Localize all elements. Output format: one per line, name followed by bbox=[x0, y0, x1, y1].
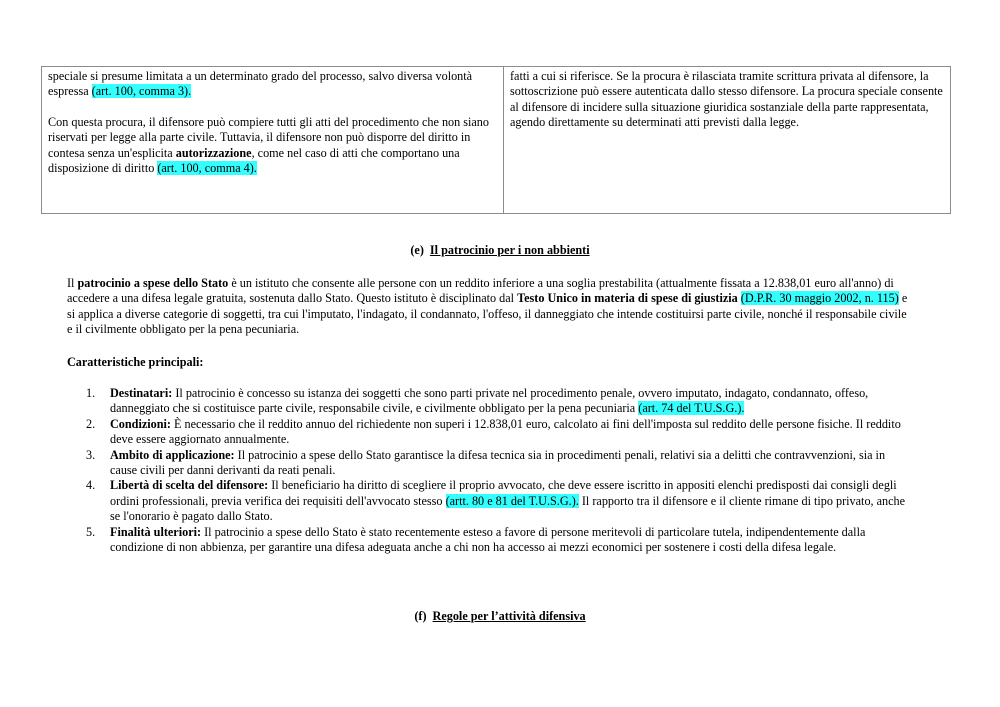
section-e-label: (e) bbox=[410, 243, 424, 257]
table-right-paragraph-1: fatti a cui si riferisce. Se la procura è rilasciata tramite scrittura privata al difensore, la sottoscrizione può essere autenticata dallo stesso difensore. La procura speciale consente al difensore di incidere sulla situazione giuridica sostanziale della parte rappresentata, agendo direttamente su determinati atti previsti dalla legge. bbox=[510, 69, 943, 130]
highlighted-citation: (D.P.R. 30 maggio 2002, n. 115) bbox=[740, 291, 899, 306]
feature-text: Condizioni: È necessario che il reddito annuo del richiedente non superi i 12.838,01 euro, calcolato ai fini dell'imposta sul reddito delle persone fisiche. Il reddito deve essere aggiornato annualmente. bbox=[110, 416, 901, 447]
section-f-heading bbox=[0, 609, 1000, 624]
highlighted-citation: (art. 100, comma 4). bbox=[157, 161, 257, 176]
table-cell-left bbox=[42, 67, 504, 213]
intro-paragraph: Il patrocinio a spese dello Stato è un istituto che consente alle persone con un reddito inferiore a una soglia prestabilita (attualmente fissata a 12.838,01 euro all'anno) di accedere a una difesa legale gratuita, sostenuta dallo Stato. Questo istituto è disciplinato dal Testo Unico in materia di spese di giustizia (D.P.R. 30 maggio 2002, n. 115) e si applica a diverse categorie di soggetti, tra cui l'imputato, l'indagato, il condannato, l'offeso, il danneggiato che intende costituirsi parte civile, nonché il responsabile civile e il civilmente obbligato per la pena pecuniaria. bbox=[67, 276, 908, 337]
feature-text: Destinatari: Il patrocinio è concesso su istanza dei soggetti che sono parti private nel procedimento penale, ovvero imputato, indagato, condannato, offeso, danneggiato che si costituisce parte civile, responsabile civile, e civilmente obbligato per la pena pecuniaria (art. 74 del T.U.S.G.). bbox=[110, 386, 869, 416]
feature-number: 5. bbox=[86, 524, 96, 539]
feature-number: 4. bbox=[86, 478, 96, 493]
table-left-paragraph-2: Con questa procura, il difensore può compiere tutti gli atti del procedimento che non siano riservati per legge alla parte civile. Tuttavia, il difensore non può disporre del diritto in contesa senza un'esplicita autorizzazione, come nel caso di atti che comportano una disposizione di diritto (art. 100, comma 4). bbox=[48, 114, 489, 176]
feature-number: 2. bbox=[86, 416, 96, 431]
section-e-title: Il patrocinio per i non abbienti bbox=[429, 243, 590, 257]
bold-text: Ambito di applicazione: bbox=[110, 447, 235, 462]
feature-item bbox=[86, 525, 910, 556]
features-title: Caratteristiche principali: bbox=[67, 355, 204, 369]
features-list bbox=[86, 386, 910, 555]
section-f-title: Regole per l’attività difensiva bbox=[432, 609, 586, 623]
feature-item bbox=[86, 417, 910, 448]
table-cell-right bbox=[504, 67, 950, 213]
feature-text: Finalità ulteriori: Il patrocinio a spese dello Stato è stato recentemente esteso a favore di persone meritevoli di particolare tutela, indipendentemente dalla condizione di non abbienza, per garantire una difesa adeguata anche a chi non ha accesso ai mezzi economici per sostenere i costi della difesa legale. bbox=[110, 524, 866, 555]
section-e-heading bbox=[0, 243, 1000, 258]
bold-text: autorizzazione bbox=[175, 145, 252, 160]
feature-item bbox=[86, 386, 910, 417]
highlighted-citation: (artt. 80 e 81 del T.U.S.G.). bbox=[445, 493, 579, 508]
feature-item bbox=[86, 478, 910, 524]
bold-text: Condizioni: bbox=[110, 416, 171, 431]
feature-text: Ambito di applicazione: Il patrocinio a spese dello Stato garantisce la difesa tecnica sia in procedimenti penali, relativi sia a delitti che contravvenzioni, sia in cause civili per danni derivanti da reati penali. bbox=[110, 447, 886, 478]
highlighted-citation: (art. 74 del T.U.S.G.). bbox=[638, 401, 745, 416]
bold-text: Destinatari: bbox=[110, 386, 173, 400]
bold-text: patrocinio a spese dello Stato bbox=[77, 276, 229, 290]
bold-text: Libertà di scelta del difensore: bbox=[110, 478, 269, 493]
feature-text: Libertà di scelta del difensore: Il beneficiario ha diritto di scegliere il proprio avvocato, che deve essere iscritto in appositi elenchi predisposti dai consigli degli ordini professionali, previa verifica dei requisiti dell'avvocato stesso (artt. 80 e 81 del T.U.S.G.). Il rapporto tra il difensore e il cliente rimane di tipo privato, anche se l'onorario è pagato dallo Stato. bbox=[110, 478, 906, 524]
procura-table bbox=[41, 66, 951, 214]
bold-text: Finalità ulteriori: bbox=[110, 524, 202, 539]
table-left-paragraph-1: speciale si presume limitata a un determinato grado del processo, salvo diversa volontà espressa (art. 100, comma 3). bbox=[48, 69, 473, 99]
section-f-label: (f) bbox=[414, 609, 427, 623]
feature-item bbox=[86, 448, 910, 479]
feature-number: 3. bbox=[86, 447, 96, 462]
feature-number: 1. bbox=[86, 386, 96, 400]
bold-text: Testo Unico in materia di spese di giustizia bbox=[517, 291, 738, 306]
highlighted-citation: (art. 100, comma 3). bbox=[91, 84, 192, 99]
